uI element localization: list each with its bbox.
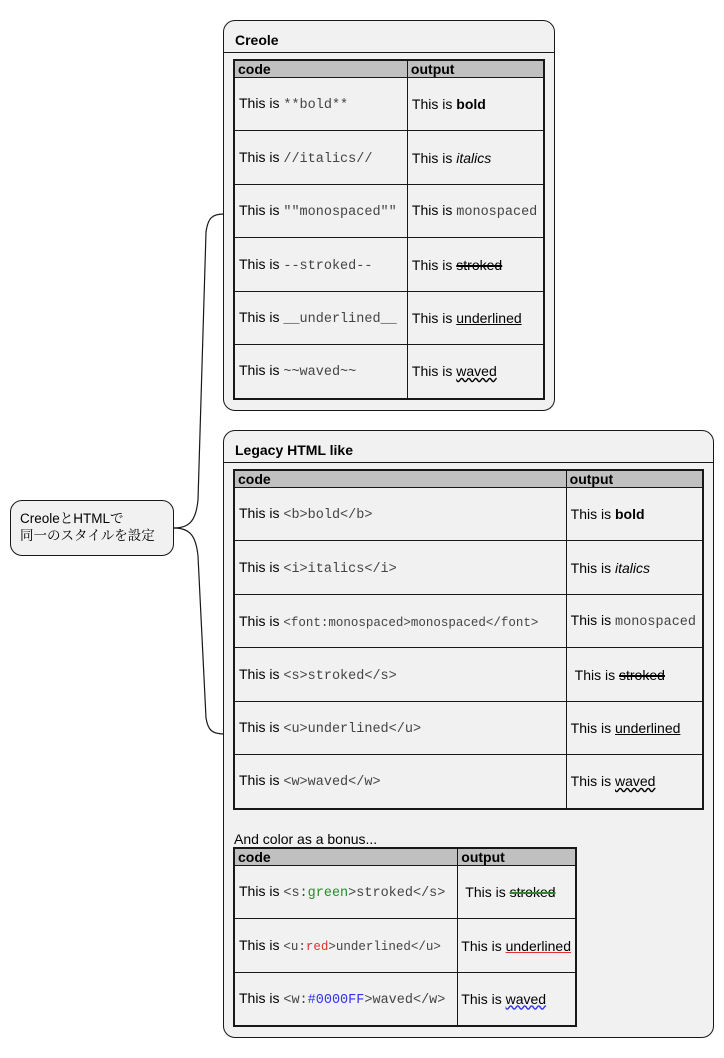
output-sample: italics	[456, 149, 492, 166]
output-sample: stroked	[619, 666, 665, 683]
code-sample: <s:green>stroked</s>	[283, 886, 446, 901]
table-row: This is <b>bold</b> This is bold	[234, 488, 703, 541]
table-row: This is __underlined__ This is underlined	[234, 292, 544, 345]
code-sample: <u:red>underlined</u>	[283, 940, 441, 954]
legacy-card	[223, 430, 714, 1038]
code-sample: **bold**	[283, 98, 349, 113]
code-sample: ~~waved~~	[283, 365, 357, 381]
creole-header-output: output	[407, 60, 544, 78]
output-sample: waved	[615, 773, 656, 790]
legacy-header-output: output	[566, 470, 703, 488]
code-sample: <w:#0000FF>waved</w>	[283, 992, 446, 1008]
code-sample: <u>underlined</u>	[283, 722, 422, 737]
legacy-header-code: code	[234, 470, 566, 488]
table-row: This is --stroked-- This is stroked	[234, 238, 544, 292]
bonus-header-code: code	[234, 848, 458, 866]
output-sample: waved	[505, 990, 547, 1007]
table-row: This is <font:monospaced>monospaced</font> This is monospaced	[234, 595, 703, 648]
code-sample: <b>bold</b>	[283, 508, 373, 523]
creole-title-divider	[224, 52, 554, 53]
root-line-1: CreoleとHTMLで	[20, 511, 124, 526]
code-sample: <i>italics</i>	[283, 561, 397, 577]
table-row: This is //italics// This is italics	[234, 131, 544, 185]
table-row: This is <s>stroked</s> This is stroked	[234, 648, 703, 702]
table-row: This is <u>underlined</u> This is underlined	[234, 702, 703, 755]
code-sample: //italics//	[283, 151, 373, 167]
code-sample: <s>stroked</s>	[283, 668, 397, 684]
output-sample: underlined	[615, 720, 681, 736]
table-row: This is <i>italics</i> This is italics	[234, 541, 703, 595]
table-row: This is **bold** This is bold	[234, 78, 544, 131]
creole-table	[233, 59, 545, 400]
code-sample: ""monospaced""	[283, 205, 397, 220]
table-row: This is <w:#0000FF>waved</w> This is waved	[234, 973, 576, 1026]
creole-title: Creole	[235, 32, 279, 48]
output-sample: monospaced	[456, 205, 538, 220]
legacy-table	[233, 469, 704, 810]
creole-header-code: code	[234, 60, 407, 78]
table-row: This is ""monospaced"" This is monospaced	[234, 185, 544, 238]
root-line-2: 同一のスタイルを設定	[20, 528, 155, 543]
output-sample: underlined	[505, 937, 571, 954]
output-sample: underlined	[456, 310, 522, 326]
code-sample: __underlined__	[283, 312, 397, 327]
table-row: This is <w>waved</w> This is waved	[234, 755, 703, 809]
output-sample: waved	[456, 363, 497, 380]
creole-card	[223, 20, 555, 411]
bonus-header-output: output	[458, 848, 576, 866]
legacy-title: Legacy HTML like	[235, 442, 354, 458]
bonus-table	[233, 847, 577, 1027]
root-node	[10, 500, 174, 556]
code-sample: --stroked--	[283, 258, 373, 274]
table-row: This is <s:green>stroked</s> This is stroked	[234, 866, 576, 919]
legacy-title-divider	[224, 462, 713, 463]
output-sample: stroked	[509, 884, 556, 900]
code-sample: <font:monospaced>monospaced</font>	[283, 615, 539, 630]
output-sample: stroked	[456, 256, 503, 273]
output-sample: bold	[615, 506, 645, 522]
bonus-label: And color as a bonus...	[234, 831, 378, 847]
output-sample: italics	[615, 559, 651, 576]
table-row: This is <u:red>underlined</u> This is underlined	[234, 919, 576, 973]
output-sample: monospaced	[615, 615, 697, 630]
table-row: This is ~~waved~~ This is waved	[234, 345, 544, 399]
output-sample: bold	[456, 96, 486, 112]
code-sample: <w>waved</w>	[283, 775, 381, 791]
